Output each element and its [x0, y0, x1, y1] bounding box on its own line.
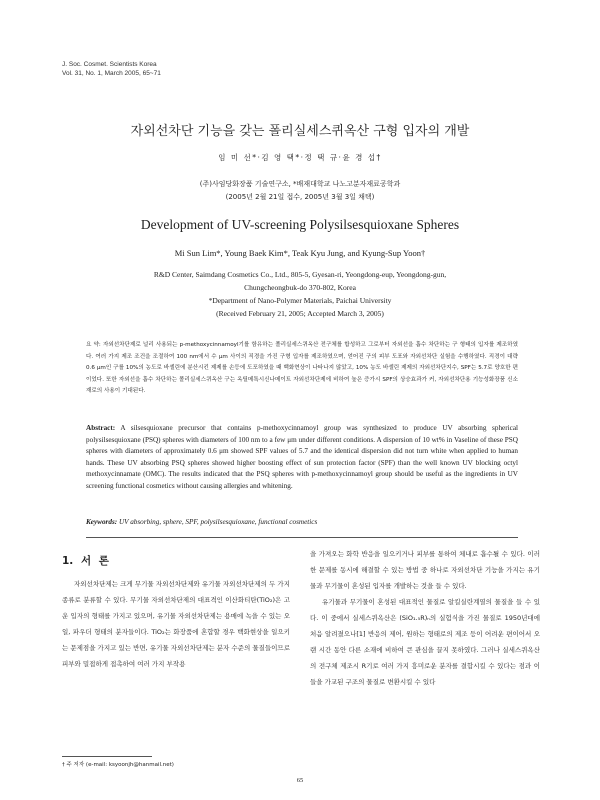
korean-title: 자외선차단 기능을 갖는 폴리실세스퀴옥산 구형 입자의 개발 — [130, 124, 470, 139]
english-affiliation-line1: R&D Center, Saimdang Cosmetics Co., Ltd., 805-5, Gyesan-ri, Yeongdong-eup, Yeongdong-gun, — [153, 270, 447, 279]
abstract-text: A silsesquioxane precursor that contains p-methoxycinnamoyl group was synthesized to produce UV absorbing spherical polysilsesquioxane (PSQ) spheres with diameters of 100 nm to a few μm under different conditions. A dispersion of 10 wt% in Vaseline of these PSQ spheres with diameters of approximately 0.6 μm showed SPF values of 5.7 and the identical dispersion did not turn white when applied to human hands. These UV absorbing PSQ spheres showed higher boosting effect of sun protection factor (SPF) than the well known UV blocking octyl methoxycinnamate (OMC). The results indicated that the PSQ spheres with p-methoxycinnamoyl group should be useful as the ingredients in UV screening functional cosmetics without causing allergies and whitening. — [86, 424, 519, 490]
footnote-divider — [62, 756, 152, 757]
english-title: Development of UV-screening Polysilsesquioxane Spheres — [140, 217, 460, 232]
section-heading-introduction: 1. 서 론 — [62, 555, 109, 567]
english-received: (Received February 21, 2005; Accepted March 3, 2005) — [216, 309, 384, 318]
keywords-text: UV absorbing, sphere, SPF, polysilsesquioxane, functional cosmetics — [118, 518, 318, 526]
intro-paragraph: 유기물과 무기물이 혼성된 대표적인 물질로 알킬실란계열의 물질을 들 수 있다. 이 중에서 실세스퀴옥산은 (SiO₁.₅R)ₙ의 실험식을 가진 물질로 1950년대에 처음 알려졌으나[1] 반응의 제어, 원하는 형태로의 제조 등이 어려운 편이어서 오랜 시간 동안 다른 소재에 비하여 큰 관심을 끌지 못하였다. 그러나 실세스퀴옥산의 전구체 제조시 R기로 여러 가지 흥미로운 분자를 결합시킬 수 있다는 점과 이들을 가교된 구조의 물질로 변환시킬 수 있다 — [310, 598, 540, 686]
korean-affiliation: (주)사임당화장품 기술연구소, *배재대학교 나노고분자재료공학과 — [199, 180, 401, 188]
intro-right-column — [310, 546, 540, 690]
keywords — [86, 518, 518, 526]
korean-affiliation-block — [0, 178, 600, 204]
english-abstract — [86, 423, 518, 493]
intro-left-column: 자외선차단제는 크게 무기물 자외선차단제와 유기물 자외선차단제의 두 가지 종류로 분류할 수 있다. 무기물 자외선차단제의 대표격인 이산화티탄(TiO₂)은 고운 입자의 형태를 가지고 있으며, 유기물 자외선차단제는 용매에 녹을 수 있는 오일, 파우더 형태의 분자들이다. TiO₂는 화장품에 혼합할 경우 백화현상을 일으키는 문제점을 가지고 있는 반면, 유기물 자외선차단제는 분자 수준의 물질들이므로 피부와 밀접하게 접촉하여 여러 가지 부작용 — [62, 580, 290, 668]
korean-authors: 임 미 선*·김 영 택*·정 택 규·윤 경 섭† — [218, 153, 382, 162]
corresponding-author-footnote: † 주 저자 (e-mail: ksyoonjh@hanmail.net) — [62, 762, 174, 768]
journal-name: J. Soc. Cosmet. Scientists Korea — [62, 61, 157, 68]
english-authors: Mi Sun Lim*, Young Baek Kim*, Teak Kyu Jung, and Kyung-Sup Yoon† — [174, 248, 426, 258]
journal-volume: Vol. 31, No. 1, March 2005, 65~71 — [62, 70, 161, 77]
keywords-label: Keywords: — [86, 518, 118, 526]
journal-citation — [62, 60, 161, 78]
korean-received: (2005년 2월 21일 접수, 2005년 3월 3일 채택) — [225, 193, 375, 201]
english-affiliation-line2: Chungcheongbuk-do 370-802, Korea — [244, 283, 356, 292]
english-affiliation-line3: *Department of Nano-Polymer Materials, Paichai University — [208, 296, 392, 305]
section-divider — [86, 537, 518, 538]
korean-abstract: 요 약: 자외선차단제로 널리 사용되는 p-methoxycinnamoyl기를 함유하는 폴리실세스퀴옥산 전구체를 합성하고 그로부터 자외선을 흡수 차단하는 구 형태의 입자를 제조하였다. 여러 가지 제조 조건을 조절하여 100 nm에서 수 μm 사이의 직경을 가진 구형 입자를 제조하였으며, 얻어진 구의 피부 도포와 자외선차단 실험을 수행하였다. 직경이 대략 0.6 μm인 구를 10%의 농도로 바셀린에 분산시킨 제제를 손등에 도포하였을 때 백화현상이 나타나지 않았고, 10% 농도 바셀린 제제의 자외선차단지수, SPF는 5.7로 양호한 편이었다. 또한 자외선을 흡수 차단하는 폴리실세스퀴옥산 구는 옥틸메톡시신나메이트 자외선차단제에 비하여 높은 증가시 SPF의 상승효과가 커, 자외선차단용 기능성화장품 신소재로의 사용이 기대된다. — [86, 342, 518, 395]
abstract-label: Abstract: — [86, 424, 116, 432]
page-number: 65 — [296, 777, 304, 784]
intro-paragraph: 을 가져오는 화학 반응을 일으키거나 피부를 통하여 체내로 흡수될 수 있다. 이러한 문제를 동시에 해결할 수 있는 방법 중 하나로 자외선차단 기능을 가지는 유기물과 무기물이 혼성된 입자를 개발하는 것을 들 수 있다. — [310, 550, 540, 590]
english-affiliation-block — [0, 268, 600, 320]
